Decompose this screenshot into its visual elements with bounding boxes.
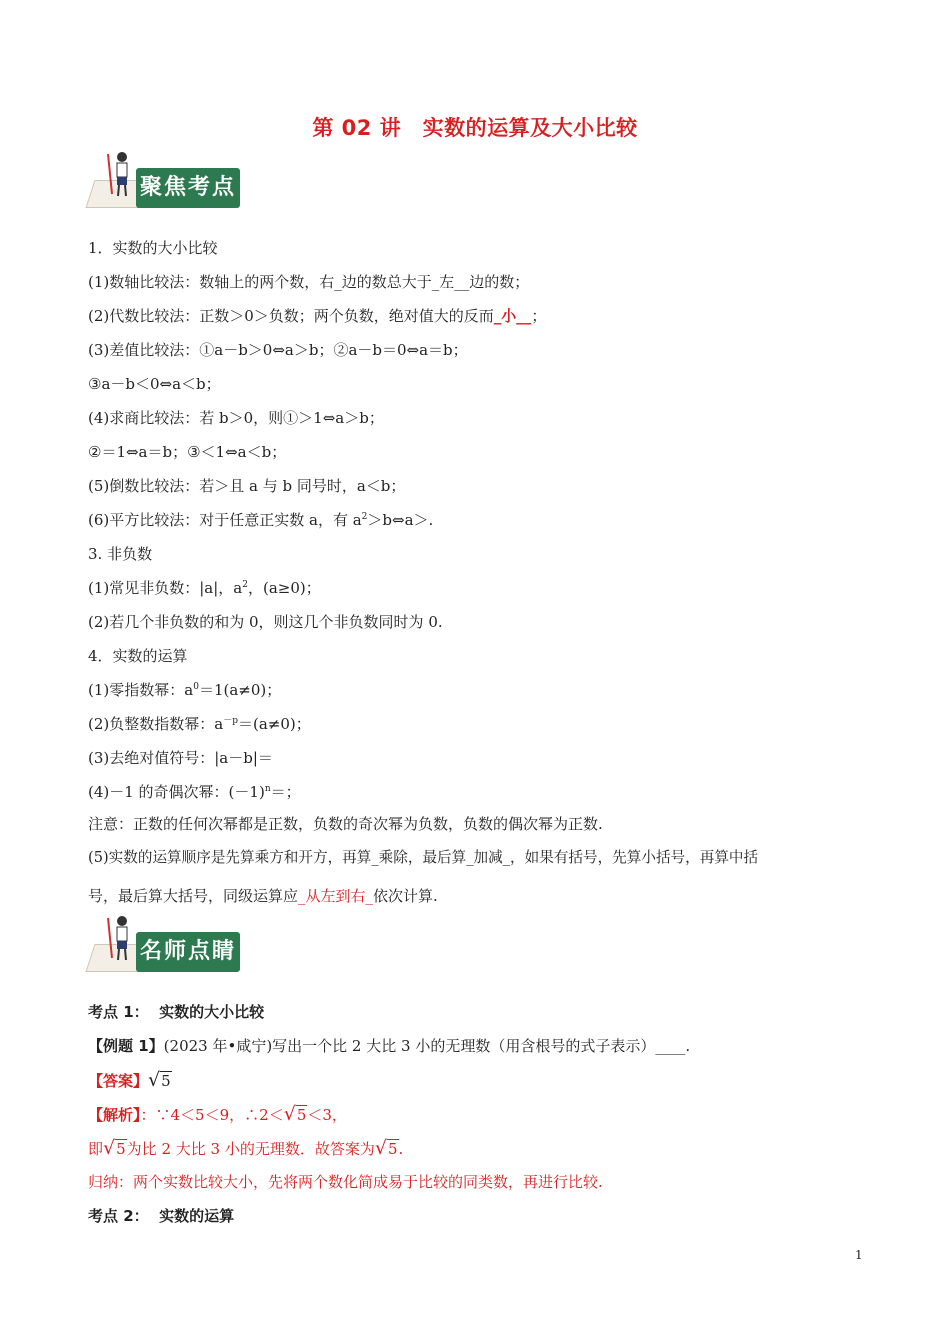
focus-badge	[88, 150, 248, 216]
line-3-end: ；	[531, 307, 547, 325]
summary: 归纳：两个实数比较大小，先将两个数化简成易于比较的同类数，再进行比较.	[88, 1173, 603, 1191]
sqrt-symbol: √5	[283, 1103, 307, 1125]
line-9-sup: 2	[361, 512, 368, 522]
line-9-end: ＞b⇔a＞.	[367, 511, 434, 529]
line-19: (5)实数的运算顺序是先算乘方和开方，再算_乘除，最后算_加减_，如果有括号，先算小括号，再算中括	[88, 849, 759, 866]
line-18: 注意：正数的任何次幂都是正数，负数的奇次幂为负数，负数的偶次幂为正数.	[88, 815, 603, 833]
line-11-text: (1)常见非负数：|a|，a	[88, 579, 243, 597]
teacher-badge-label: 名师点睛	[136, 932, 240, 972]
line-11	[88, 578, 321, 598]
line-14	[88, 680, 281, 700]
line-2: (1)数轴比较法：数轴上的两个数，右_边的数总大于_左__边的数；	[88, 273, 530, 291]
line-9	[88, 510, 433, 530]
line-20-text: 号，最后算大括号，同级运算应	[88, 887, 299, 905]
line-3	[88, 306, 546, 326]
answer-label: 【答案】	[88, 1072, 149, 1090]
line-7: ②＝1⇔a＝b；③＜1⇔a＜b；	[88, 443, 287, 461]
line-3-text: (2)代数比较法：正数＞0＞负数；两个负数，绝对值大的反而	[88, 307, 494, 325]
example-1-text: (2023 年•咸宁)写出一个比 2 大比 3 小的无理数（用含根号的式子表示）____.	[163, 1037, 691, 1055]
conclusion-start: 即	[88, 1140, 104, 1158]
answer	[88, 1070, 172, 1091]
line-1: 1．实数的大小比较	[88, 239, 218, 257]
line-20	[88, 886, 438, 906]
line-20-answer: _从左到右_	[298, 887, 374, 905]
line-14-text: (1)零指数幂：a	[88, 681, 194, 699]
sqrt-symbol: √5	[103, 1137, 126, 1159]
line-10: 3. 非负数	[88, 545, 153, 563]
example-1	[88, 1036, 690, 1056]
conclusion-radicand-1: 5	[116, 1140, 126, 1158]
line-14-end: ＝1(a≠0)；	[198, 681, 282, 699]
conclusion-radicand-2: 5	[387, 1140, 398, 1158]
line-4: (3)差值比较法：①a－b＞0⇔a＞b；②a－b＝0⇔a＝b；	[88, 341, 468, 359]
line-16: (3)去绝对值符号：|a－b|＝	[88, 749, 273, 767]
line-3-answer: _小__	[493, 307, 532, 325]
line-9-text: (6)平方比较法：对于任意正实数 a，有 a	[88, 511, 362, 529]
line-17	[88, 782, 301, 802]
line-17-sup: n	[264, 784, 271, 794]
line-13: 4．实数的运算	[88, 647, 188, 665]
line-17-end: ＝；	[270, 783, 301, 801]
sqrt-symbol: √5	[148, 1069, 171, 1091]
conclusion-text: 为比 2 大比 3 小的无理数．故答案为	[126, 1140, 375, 1158]
page-title: 第 02 讲 实数的运算及大小比较	[312, 116, 638, 140]
example-1-label: 【例题 1】	[88, 1037, 164, 1055]
answer-radicand: 5	[161, 1072, 171, 1090]
line-8: (5)倒数比较法：若＞且 a 与 b 同号时，a＜b；	[88, 477, 406, 495]
conclusion-end: .	[398, 1140, 404, 1158]
conclusion	[88, 1138, 403, 1159]
line-20-end: 依次计算.	[373, 887, 438, 905]
line-15	[88, 714, 311, 734]
line-12: (2)若几个非负数的和为 0，则这几个非负数同时为 0.	[88, 613, 443, 631]
line-14-sup: 0	[193, 682, 199, 692]
analysis-radicand: 5	[296, 1106, 307, 1124]
student-icon	[106, 914, 134, 962]
kaodian-2	[88, 1206, 234, 1226]
analysis	[88, 1104, 347, 1125]
analysis-end: ＜3，	[307, 1106, 347, 1124]
line-5: ③a－b＜0⇔a＜b；	[88, 375, 221, 393]
focus-badge-label: 聚焦考点	[136, 168, 240, 208]
student-icon	[106, 150, 134, 198]
kaodian-1-label: 考点 1：	[88, 1003, 149, 1021]
line-17-text: (4)－1 的奇偶次幂：(－1)	[88, 783, 265, 801]
line-11-sup: 2	[242, 580, 248, 590]
line-11-end: ，(a≥0)；	[247, 579, 321, 597]
sqrt-symbol: √5	[374, 1137, 398, 1159]
kaodian-1	[88, 1002, 264, 1022]
analysis-text: ：∵4＜5＜9，∴2＜	[140, 1106, 284, 1124]
page-number: 1	[855, 1248, 863, 1262]
analysis-label: 【解析】	[88, 1106, 141, 1124]
kaodian-1-text: 实数的大小比较	[159, 1003, 265, 1021]
line-6: (4)求商比较法：若 b＞0，则①＞1⇔a＞b；	[88, 409, 384, 427]
line-15-sup: －p	[223, 716, 238, 726]
teacher-badge	[88, 914, 248, 980]
line-15-text: (2)负整数指数幂：a	[88, 715, 224, 733]
kaodian-2-text: 实数的运算	[159, 1207, 235, 1225]
kaodian-2-label: 考点 2：	[88, 1207, 149, 1225]
line-15-end: ＝(a≠0)；	[237, 715, 311, 733]
